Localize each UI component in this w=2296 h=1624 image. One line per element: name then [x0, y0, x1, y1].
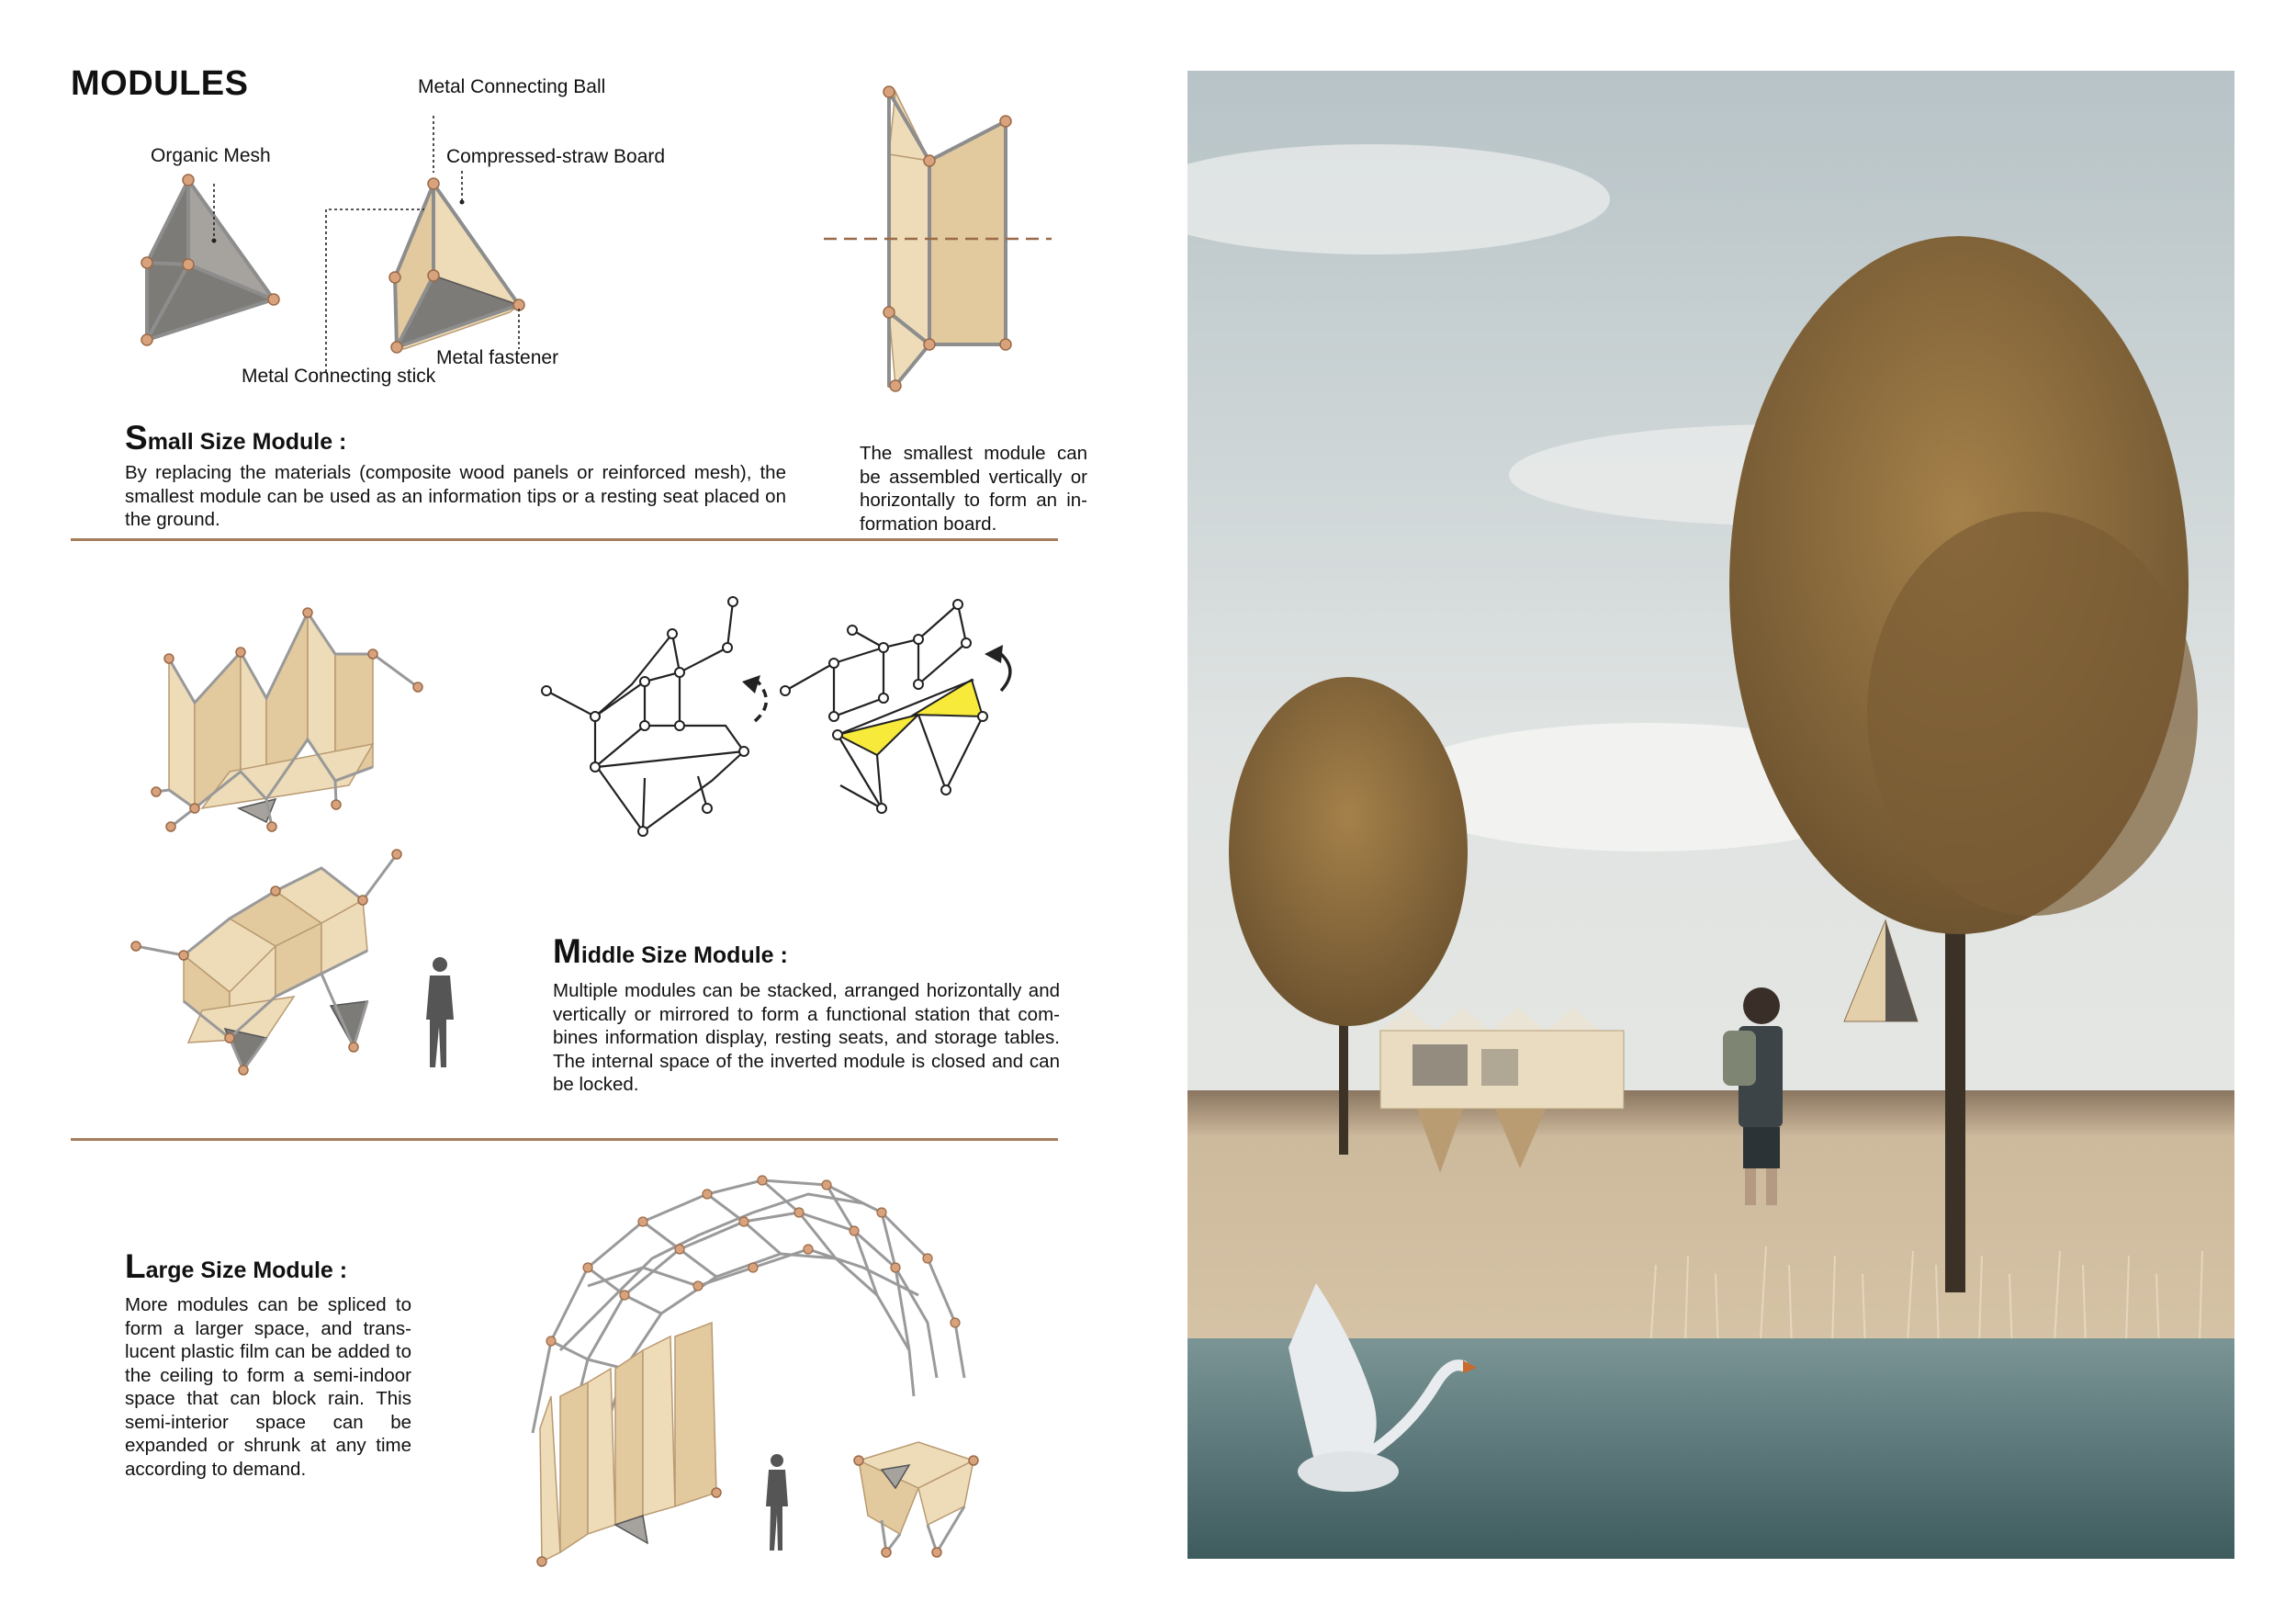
metal-fastener-callout: Metal fastener	[436, 347, 559, 368]
person-silhouette-icon	[766, 1454, 788, 1551]
metal-connecting-ball-callout: Metal Connecting Ball	[418, 76, 606, 97]
middle-module-description: Multiple modules can be stacked, arranged horizontally and vertically or mirrored to form a functional station that combines information display, resting seats, and storage tables. The internal space of the inverted module is closed and can be locked.	[553, 980, 1060, 1095]
small-module-heading: Small Size Module :	[125, 419, 347, 457]
large-module-description: More modules can be spliced to form a larger space, and translucent plastic film can be added to the ceiling to form a semi-indoor space that can block rain. This semi-interior space can be expanded or shrunk at any time according to demand.	[125, 1294, 411, 1480]
organic-mesh-callout: Organic Mesh	[151, 145, 271, 166]
large-module-heading: Large Size Module :	[125, 1247, 348, 1285]
small-module-side-note: The smallest module can be assembled vertically or horizontally to form an information board.	[860, 443, 1087, 535]
compressed-straw-board-callout: Compressed-straw Board	[446, 146, 666, 167]
large-module-pavilion-axonometric	[0, 0, 1102, 1624]
metal-connecting-stick-callout: Metal Connecting stick	[242, 366, 436, 387]
page-title: MODULES	[71, 64, 249, 103]
landscape-rendering	[1187, 71, 2234, 1559]
middle-module-heading: Middle Size Module :	[553, 932, 788, 970]
small-module-description: By replacing the materials (composite wood panels or reinforced mesh), the smallest module can be used as an information tips or a resting seat placed on the ground.	[125, 462, 786, 530]
